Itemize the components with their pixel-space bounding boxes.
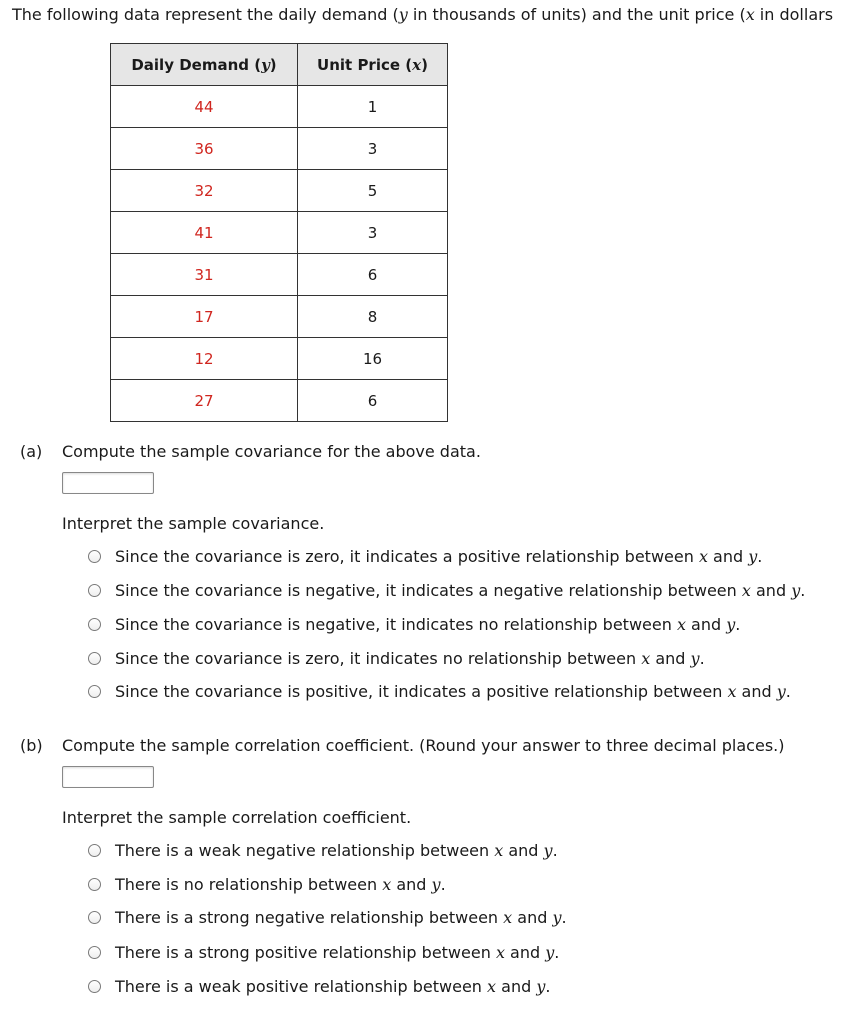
option-text-end: . xyxy=(699,648,705,668)
option-var-y: y xyxy=(726,614,736,634)
option-text-mid: and xyxy=(736,681,777,701)
option-label xyxy=(115,841,558,860)
header-price-close: ) xyxy=(421,55,428,74)
header-demand-text: Daily Demand ( xyxy=(131,55,262,74)
option-label xyxy=(115,908,567,927)
price-cell: 5 xyxy=(298,170,448,212)
table-row xyxy=(111,296,448,338)
data-table xyxy=(110,43,448,422)
option-var-y: y xyxy=(776,681,786,701)
option-text-end: . xyxy=(440,874,446,894)
option-var-y: y xyxy=(690,648,700,668)
option-text-end: . xyxy=(785,681,791,701)
table-row xyxy=(111,86,448,128)
option-var-y: y xyxy=(748,546,758,566)
intro-text-2: in thousands of units) and the unit price ( xyxy=(407,5,746,24)
part-b-tag: (b) xyxy=(20,736,43,755)
demand-cell: 12 xyxy=(111,338,298,380)
covariance-option-3[interactable] xyxy=(88,613,740,635)
option-text-end: . xyxy=(757,546,763,566)
demand-cell: 32 xyxy=(111,170,298,212)
option-text: Since the covariance is negative, it indicates no relationship between xyxy=(115,614,677,634)
header-demand-close: ) xyxy=(269,55,277,74)
option-text-end: . xyxy=(735,614,741,634)
demand-cell: 31 xyxy=(111,254,298,296)
option-var-x: x xyxy=(727,681,737,701)
header-price-var: x xyxy=(412,55,422,74)
option-var-x: x xyxy=(641,648,651,668)
header-demand-var: y xyxy=(261,55,270,74)
covariance-option-5[interactable] xyxy=(88,680,791,702)
table-row xyxy=(111,254,448,296)
part-a-interpret-label: Interpret the sample covariance. xyxy=(62,514,325,533)
correlation-option-5[interactable] xyxy=(88,975,550,997)
option-var-x: x xyxy=(503,907,513,927)
correlation-answer-input[interactable] xyxy=(62,766,154,788)
option-text-end: . xyxy=(545,976,551,996)
option-text-mid: and xyxy=(650,648,691,668)
price-cell: 6 xyxy=(298,254,448,296)
correlation-option-1[interactable] xyxy=(88,839,558,861)
option-var-y: y xyxy=(791,580,801,600)
demand-cell: 27 xyxy=(111,380,298,422)
header-daily-demand xyxy=(111,44,298,86)
table-row xyxy=(111,380,448,422)
option-text-mid: and xyxy=(496,976,537,996)
option-text-mid: and xyxy=(503,840,544,860)
part-b-question xyxy=(20,735,784,757)
covariance-option-4[interactable] xyxy=(88,647,705,669)
radio-button[interactable] xyxy=(88,946,101,959)
option-label xyxy=(115,547,762,566)
option-text: Since the covariance is positive, it indicates a positive relationship between xyxy=(115,681,728,701)
option-var-y: y xyxy=(545,942,555,962)
option-var-y: y xyxy=(552,907,562,927)
radio-button[interactable] xyxy=(88,844,101,857)
option-label xyxy=(115,977,550,996)
table-row xyxy=(111,212,448,254)
option-var-y: y xyxy=(536,976,546,996)
problem-statement xyxy=(12,4,855,26)
table-row xyxy=(111,338,448,380)
header-unit-price xyxy=(298,44,448,86)
price-cell: 3 xyxy=(298,212,448,254)
option-label xyxy=(115,581,805,600)
intro-text-1: The following data represent the daily demand ( xyxy=(12,5,399,24)
demand-cell: 17 xyxy=(111,296,298,338)
option-text: There is a strong negative relationship between xyxy=(115,907,504,927)
radio-button[interactable] xyxy=(88,550,101,563)
covariance-option-2[interactable] xyxy=(88,579,805,601)
demand-cell: 44 xyxy=(111,86,298,128)
option-var-x: x xyxy=(741,580,751,600)
radio-button[interactable] xyxy=(88,618,101,631)
option-var-x: x xyxy=(676,614,686,634)
option-text-end: . xyxy=(554,942,560,962)
option-text-mid: and xyxy=(750,580,792,600)
option-text-mid: and xyxy=(685,614,727,634)
header-price-text: Unit Price ( xyxy=(317,55,413,74)
option-text-mid: and xyxy=(512,907,553,927)
option-text-mid: and xyxy=(504,942,546,962)
correlation-option-2[interactable] xyxy=(88,873,446,895)
option-label xyxy=(115,875,446,894)
covariance-option-1[interactable] xyxy=(88,545,762,567)
option-var-y: y xyxy=(543,840,553,860)
option-var-x: x xyxy=(487,976,497,996)
option-text-mid: and xyxy=(707,546,749,566)
radio-button[interactable] xyxy=(88,980,101,993)
part-a-tag: (a) xyxy=(20,442,43,461)
radio-button[interactable] xyxy=(88,584,101,597)
option-var-x: x xyxy=(698,546,708,566)
demand-cell: 41 xyxy=(111,212,298,254)
price-cell: 3 xyxy=(298,128,448,170)
option-var-x: x xyxy=(382,874,392,894)
option-var-x: x xyxy=(495,942,505,962)
option-label xyxy=(115,943,559,962)
demand-cell: 36 xyxy=(111,128,298,170)
price-cell: 16 xyxy=(298,338,448,380)
option-label xyxy=(115,682,791,701)
radio-button[interactable] xyxy=(88,878,101,891)
price-cell: 1 xyxy=(298,86,448,128)
table-row xyxy=(111,128,448,170)
intro-var-x: x xyxy=(745,5,755,24)
option-text: There is a strong positive relationship between xyxy=(115,942,496,962)
radio-button[interactable] xyxy=(88,911,101,924)
option-text: Since the covariance is negative, it indicates a negative relationship between xyxy=(115,580,742,600)
correlation-option-4[interactable] xyxy=(88,941,559,963)
option-text: Since the covariance is zero, it indicates a positive relationship between xyxy=(115,546,699,566)
option-text: There is no relationship between xyxy=(115,874,383,894)
option-label xyxy=(115,615,740,634)
part-a-question xyxy=(20,441,481,463)
correlation-option-3[interactable] xyxy=(88,906,567,928)
part-a-question-text: Compute the sample covariance for the above data. xyxy=(62,442,481,461)
price-cell: 6 xyxy=(298,380,448,422)
option-text-end: . xyxy=(800,580,806,600)
option-label xyxy=(115,649,705,668)
part-b-interpret-label: Interpret the sample correlation coefficient. xyxy=(62,808,412,827)
option-text: There is a weak positive relationship between xyxy=(115,976,488,996)
part-b-question-text: Compute the sample correlation coefficient. (Round your answer to three decimal places.) xyxy=(62,736,785,755)
option-text-end: . xyxy=(561,907,567,927)
option-text-mid: and xyxy=(391,874,432,894)
radio-button[interactable] xyxy=(88,685,101,698)
intro-text-3: in dollars xyxy=(754,5,834,24)
option-text: There is a weak negative relationship between xyxy=(115,840,495,860)
intro-var-y: y xyxy=(398,5,408,24)
covariance-answer-input[interactable] xyxy=(62,472,154,494)
table-row xyxy=(111,170,448,212)
option-var-y: y xyxy=(431,874,441,894)
radio-button[interactable] xyxy=(88,652,101,665)
price-cell: 8 xyxy=(298,296,448,338)
table-header-row xyxy=(111,44,448,86)
option-text-end: . xyxy=(552,840,558,860)
option-var-x: x xyxy=(494,840,504,860)
option-text: Since the covariance is zero, it indicates no relationship between xyxy=(115,648,642,668)
